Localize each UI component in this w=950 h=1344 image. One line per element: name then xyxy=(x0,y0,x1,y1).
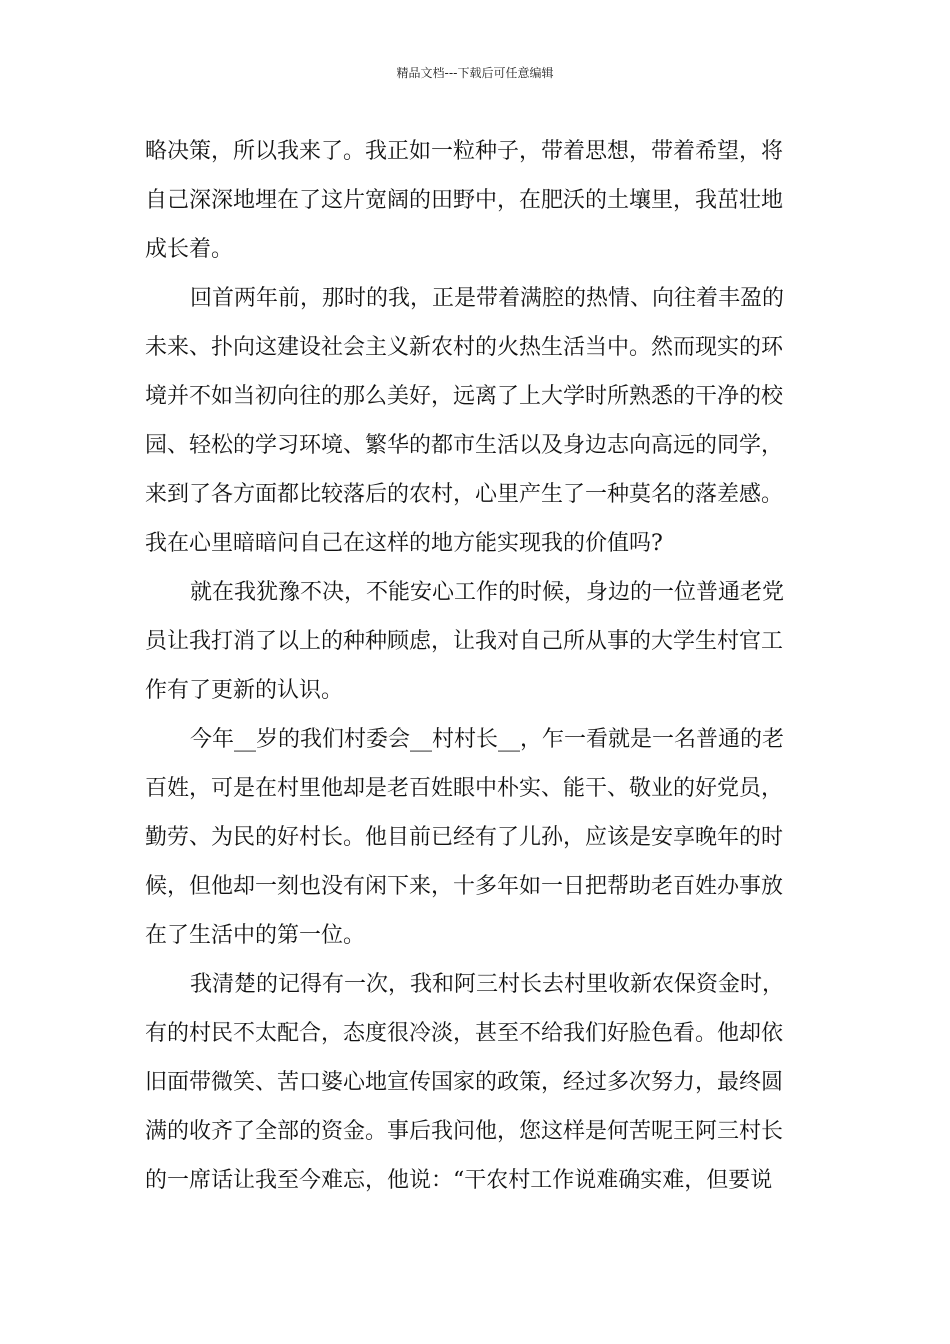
paragraph-5-line-4: 满的收齐了全部的资金。事后我问他，您这样是何苦呢王阿三村长 xyxy=(145,1119,784,1144)
paragraph-3-line-3: 作有了更新的认识。 xyxy=(145,678,344,703)
document-body xyxy=(145,132,809,1210)
paragraph-5-line-2: 有的村民不太配合，态度很冷淡，甚至不给我们好脸色看。他却依 xyxy=(145,1021,784,1046)
page-header: 精品文档---下载后可任意编辑 xyxy=(396,66,554,80)
paragraph-2-line-4: 园、轻松的学习环境、繁华的都市生活以及身边志向高远的同学， xyxy=(145,433,784,458)
paragraph-2-line-3: 境并不如当初向往的那么美好，远离了上大学时所熟悉的干净的校 xyxy=(145,384,784,409)
paragraph-2-line-1: 回首两年前，那时的我，正是带着满腔的热情、向往着丰盈的 xyxy=(190,286,785,311)
paragraph-4-line-5: 在了生活中的第一位。 xyxy=(145,923,366,948)
paragraph-3-line-1: 就在我犹豫不决，不能安心工作的时候，身边的一位普通老党 xyxy=(190,580,785,605)
paragraph-5-line-3: 旧面带微笑、苦口婆心地宣传国家的政策，经过多次努力，最终圆 xyxy=(145,1070,784,1095)
paragraph-1-line-2: 自己深深地埋在了这片宽阔的田野中，在肥沃的土壤里，我茁壮地 xyxy=(145,188,784,213)
paragraph-5-line-5: 的一席话让我至今难忘，他说：“干农村工作说难确实难，但要说 xyxy=(145,1168,773,1193)
paragraph-5-line-1: 我清楚的记得有一次，我和阿三村长去村里收新农保资金时， xyxy=(190,972,785,997)
paragraph-2-line-6: 我在心里暗暗问自己在这样的地方能实现我的价值吗? xyxy=(145,531,663,556)
paragraph-3-line-2: 员让我打消了以上的种种顾虑，让我对自己所从事的大学生村官工 xyxy=(145,629,784,654)
paragraph-4-line-2: 百姓，可是在村里他却是老百姓眼中朴实、能干、敬业的好党员， xyxy=(145,776,784,801)
paragraph-2-line-2: 未来、扑向这建设社会主义新农村的火热生活当中。然而现实的环 xyxy=(145,335,784,360)
paragraph-1-line-1: 略决策，所以我来了。我正如一粒种子，带着思想，带着希望，将 xyxy=(145,139,784,164)
paragraph-4-line-4: 候，但他却一刻也没有闲下来，十多年如一日把帮助老百姓办事放 xyxy=(145,874,784,899)
paragraph-1-line-3: 成长着。 xyxy=(145,237,234,262)
paragraph-4-line-3: 勤劳、为民的好村长。他目前已经有了儿孙，应该是安享晚年的时 xyxy=(145,825,784,850)
paragraph-4-line-1: 今年__岁的我们村委会__村村长__，乍一看就是一名普通的老 xyxy=(190,727,785,752)
paragraph-2-line-5: 来到了各方面都比较落后的农村，心里产生了一种莫名的落差感。 xyxy=(145,482,784,507)
